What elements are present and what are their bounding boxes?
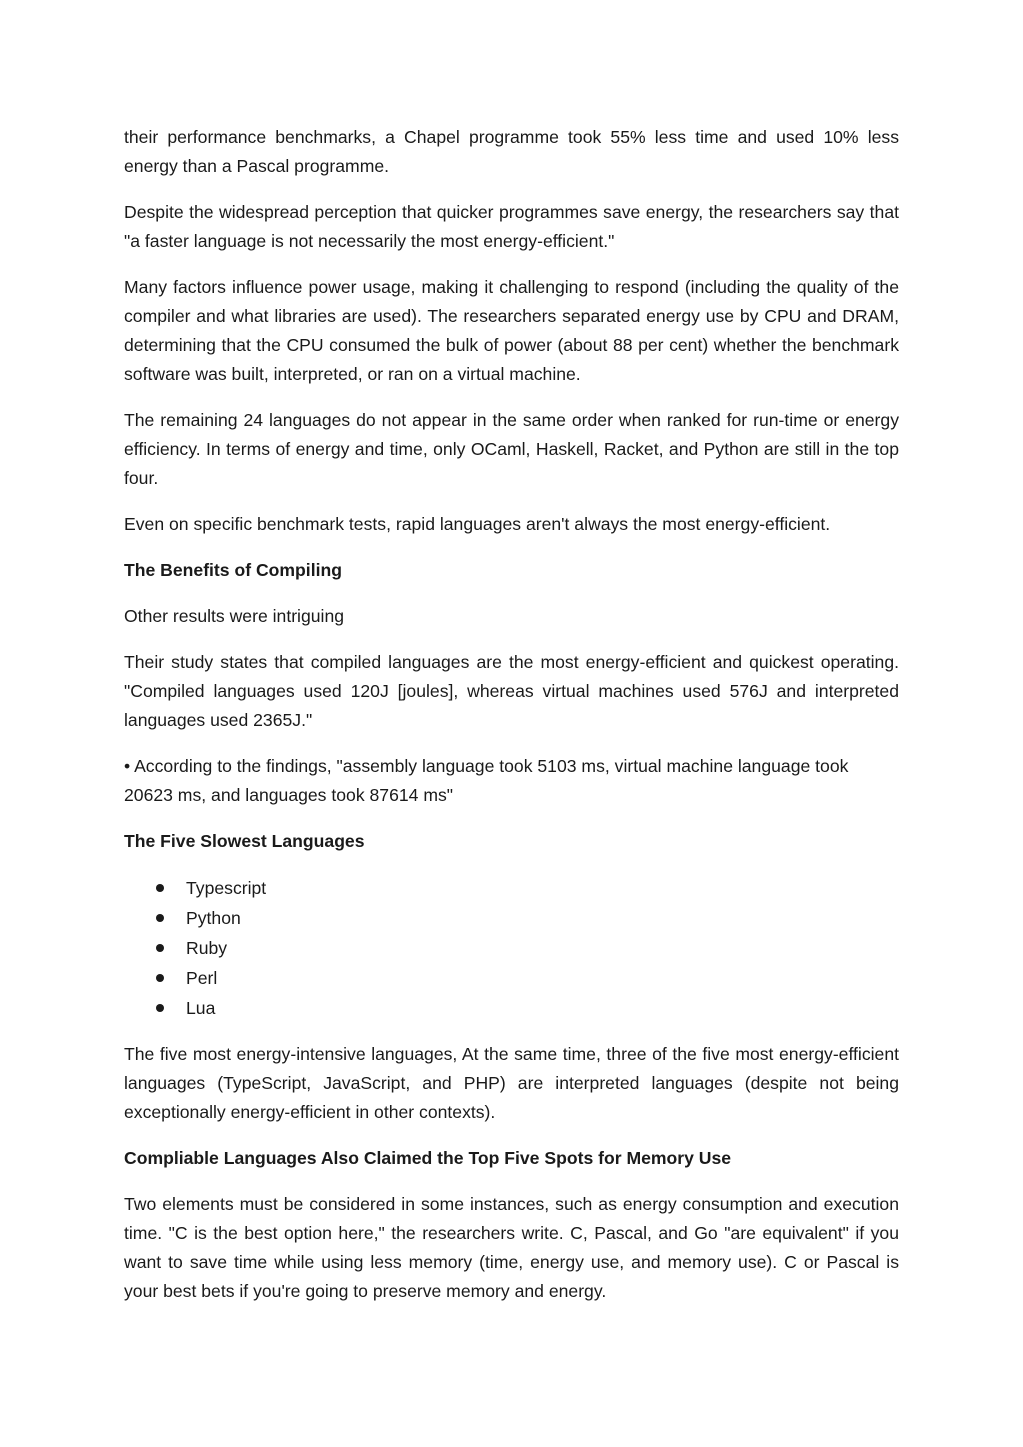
list-item-label: Perl (186, 968, 218, 988)
list-item-label: Python (186, 908, 241, 928)
paragraph-findings: • According to the findings, "assembly language took 5103 ms, virtual machine language took 20623 ms, and languages took 87614 ms" (124, 756, 849, 805)
list-item (124, 963, 899, 993)
slowest-languages-list (124, 873, 899, 1023)
bullet-icon (156, 1004, 164, 1012)
list-item (124, 873, 899, 903)
document-page (124, 123, 899, 1323)
paragraph-two-elements: Two elements must be considered in some instances, such as energy consumption and execution time. "C is the best option here," the researchers write. C, Pascal, and Go "are equivalent" if you want to save time while using less memory (time, energy use, and memory use). C or Pascal is your best bets if you're going to preserve memory and energy. (124, 1194, 899, 1301)
list-item (124, 993, 899, 1023)
list-item-label: Lua (186, 998, 216, 1018)
heading-five-slowest-languages: The Five Slowest Languages (124, 831, 365, 851)
list-item-label: Typescript (186, 878, 267, 898)
bullet-icon (156, 974, 164, 982)
paragraph-compiled-languages: Their study states that compiled languages are the most energy-efficient and quickest operating. "Compiled languages used 120J [joules], whereas virtual machines used 576J and interpreted languages used 2365J." (124, 652, 899, 730)
paragraph-rapid-languages: Even on specific benchmark tests, rapid languages aren't always the most energy-efficient. (124, 514, 831, 534)
list-item (124, 933, 899, 963)
paragraph-energy-intensive: The five most energy-intensive languages, At the same time, three of the five most energy-efficient languages (TypeScript, JavaScript, and PHP) are interpreted languages (despite not being exceptionally energy-efficient in other contexts). (124, 1044, 899, 1122)
paragraph-remaining-languages: The remaining 24 languages do not appear in the same order when ranked for run-time or energy efficiency. In terms of energy and time, only OCaml, Haskell, Racket, and Python are still in the top four. (124, 410, 899, 488)
heading-memory-use: Compliable Languages Also Claimed the Top Five Spots for Memory Use (124, 1148, 732, 1168)
bullet-icon (156, 944, 164, 952)
bullet-icon (156, 884, 164, 892)
list-item (124, 903, 899, 933)
paragraph-chapel-pascal: their performance benchmarks, a Chapel programme took 55% less time and used 10% less energy than a Pascal programme. (124, 127, 899, 176)
list-item-label: Ruby (186, 938, 228, 958)
bullet-icon (156, 914, 164, 922)
paragraph-other-results: Other results were intriguing (124, 606, 345, 626)
paragraph-power-usage: Many factors influence power usage, making it challenging to respond (including the quality of the compiler and what libraries are used). The researchers separated energy use by CPU and DRAM, determining that the CPU consumed the bulk of power (about 88 per cent) whether the benchmark software was built, interpreted, or ran on a virtual machine. (124, 277, 899, 384)
paragraph-faster-language: Despite the widespread perception that quicker programmes save energy, the researchers say that "a faster language is not necessarily the most energy-efficient." (124, 202, 899, 251)
heading-benefits-of-compiling: The Benefits of Compiling (124, 560, 342, 580)
